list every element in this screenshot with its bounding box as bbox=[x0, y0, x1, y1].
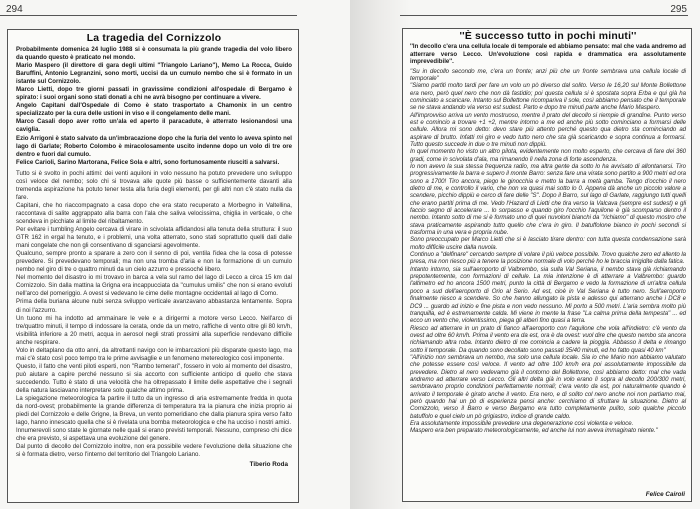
page-number: 295 bbox=[670, 4, 687, 15]
body-paragraph: ''Su in decollo secondo me, c'era un fronte; anzi più che un fronte sembrava una cellula locale di temporale'' bbox=[410, 67, 686, 82]
body-paragraph: Volo in deltaplano da otto anni, da altrettanti navigo con le imbarcazioni più disparate questo lago, ma mai c'è stato così poco tempo tra le prime avvisaglie e un fenomeno metereologico così imponente. bbox=[16, 346, 292, 362]
author-signature: Tiberio Roda bbox=[249, 461, 288, 469]
body-paragraph: Maspero era ben preparato meteorologicamente, ed anche lui non aveva immaginato niente.'' bbox=[410, 427, 658, 435]
body-paragraph: Riesco ad atterrare in un prato di fianco all'aeroporto con l'aquilone che vola all'indietro: c'è vento da ovest ad oltre 60 km/h. Prima il vento era da est, ora è da ovest: vuol dire che questo nembo sta ancora richiamando altra roba. Intanto dietro di me comincia a cadere la pioggia. Abbasso il delta e rimango sotto il temporale. Da quando sono decollato sono passati 35/40 minuti, ed ho fatto quasi 40 km'' bbox=[410, 324, 686, 354]
lead-paragraph: Angelo Capitani dall'Ospedale di Como è stato trasportato a Chamonix in un centro specializzato per la cura delle ustioni in viso e il congelamento delle mani. bbox=[16, 102, 292, 118]
lead-paragraph: Ezio Arrigoni è stato salvato da un'imbracazione dopo che la furia del vento lo aveva spinto nel lago di Garlate; Roberto Colombo è miracolosamente uscito indenne dopo un volo di tre ore dentro e fuori dal cumulo. bbox=[16, 134, 292, 158]
article-title: ''È successo tutto in pochi minuti'' bbox=[459, 31, 637, 42]
header-rule bbox=[0, 15, 297, 16]
lead-paragraph: Probabilmente domenica 24 luglio 1988 si è consumata la più grande tragedia del volo libero da quando questo è praticato nel mondo. bbox=[16, 46, 292, 62]
body-paragraph: Dal punto di decollo del Cornizzolo inoltre, non era possibile vedere l'evoluzione della situazione che si è formata dietro, verso l'interno del territorio del Triangolo Lariano. bbox=[16, 443, 292, 459]
body-paragraph: Tutto si è svolto in pochi attimi: dei venti aquiloni in volo nessuno ha potuto prevedere uno sviluppo così veloce del nembo; solo chi si trovava alle quote più basse o sufficientemente davanti alla tremenda aspirazione ha potuto tener testa alla furia degli elementi, per gli altri non c'è stato nulla da fare. bbox=[16, 169, 292, 201]
body-paragraph: Continuo a ''delfinare'' cercando sempre di volare il più veloce possibile. Trovo qualche zero ed allento la presa, ma non riesco più a tenere la posizione normale di volo perché ho le braccia irrigidite dalla fatica. bbox=[410, 251, 686, 266]
body-paragraph: ''Siamo partiti molto tardi per fare un volo un pò diverso dal solito. Verso le 16,20 sul Monte Bollettone era nero, però quel nero che non dà fastidio; poi questa cellula si è spostata sopra Erba e qui già ha cominciato a scaricare. Intanto sul Bollettone ricompariva il sole, così abbiamo pensato che il temporale se ne stava andando via verso est sudest. Parto e dopo tre minuti parte anche Mario Maspero. bbox=[410, 82, 686, 112]
lead-paragraph: ''In decollo c'era una cellula locale di temporale ed abbiamo pensato: mal che vada andremo ad atterrare verso Lecco. Un'evoluzione così rapida e drammatica era assolutamente imprevedibile''. bbox=[410, 43, 686, 65]
lead-paragraph: Mario Maspero (il direttore di gara degli ultimi ''Triangolo Lariano''), Memo La Rocca, Guido Baruffini, Antonio Legranzini, sono morti, uccisi da un cumulo nembo che si è formato in un istante sul Cornizzolo. bbox=[16, 62, 292, 86]
body-paragraph: Sono preoccupato per Marco Lietti che si è lasciato tirare dentro: con tutta questa condensazione sarà molto difficile uscire dalla nuvola. bbox=[410, 236, 686, 251]
body-paragraph: Prima della buriana alcune nubi senza sviluppo verticale avanzavano abbastanza lentamente. Sopra di noi l'azzurro. bbox=[16, 298, 292, 314]
article-lead bbox=[16, 46, 292, 167]
body-paragraph: Innumerevoli sono state le giornate nelle quali si erano previsti temporali. Nessuno, compreso chi dice che era previsto, si aspettava una evoluzione del genere. bbox=[16, 427, 292, 443]
body-paragraph: In quel momento ho visto un altro pilota, evidentemente non molto esperto, che cercava di fare dei 360 gradi, come in scivolata d'ala, ma rimanendo lì nella zona di forte ascendenza. bbox=[410, 148, 686, 163]
body-paragraph: Capitani, che ho riaccompagnato a casa dopo che era stato recuperato a Morbegno in Valtellina, raccontava di salite aggrappato alla barra con l'ala che saliva velocissima, chiglia in verticale, o che scendeva in picchiate al limite del ribaltamento. bbox=[16, 201, 292, 225]
body-paragraph: Era assolutamente impossibile prevedere una degenerazione così violenta e veloce. bbox=[410, 420, 634, 427]
lead-paragraph: Marco Lietti, dopo tre giorni passati in gravissime condizioni all'ospedale di Bergamo è spirato: i suoi organi sono stati donati a chi ne avrà bisogno per continuare a vivere. bbox=[16, 86, 292, 102]
article-box bbox=[402, 28, 692, 502]
lead-paragraph: Marco Casali dopo aver rotto un'ala ed aperto il paracadute, è atterrato lesionandosi una caviglia. bbox=[16, 118, 292, 134]
body-paragraph: Un tuono mi ha indotto ad ammainare le vele e a dirigermi a motore verso Lecco. Nell'arco di tre/quattro minuti, il tempo di indossare la cerata, onde da un metro, raffiche di vento oltre gli 80 km/h, visibilità inferiore a 20 metri, acqua in aerosol negli strati prossimi alla superficie rendevano difficile anche respirare. bbox=[16, 314, 292, 346]
article-box bbox=[7, 29, 299, 503]
body-paragraph: Intanto intorno, sia sull'aeroporto di Valbrembo, sia sulla Val Seriana, il nembo stava già richiamando prepotentemente, con formazioni di cellule. La mia intenzione è di atterrare a Valbrembo: guardo l'altimetro ed ho ancora 1500 metri, punto la città di Bergamo e vedo la formazione di un'altra cellula poco a sud dell'aeroporto di Orio al Serio. Ad est, cioè in Val Seriana è tutto nero. Sull'aeroporto finalmente riesco a scendere. So che hanno allungato la pista e adesso qui atterrano anche i DC8 e DC9 ... guardo ad inizio e fine pista e non vedo nessuno. Mi porto a 500 metri. L'aria sembra molto più tranquilla, ed è estremamente calda. Mi viene in mente la frase ''La calma prima della tempesta'' ... ed ecco un vento che, violentissimo, piega gli alberi fino quasi a terra. bbox=[410, 265, 686, 325]
lead-paragraph: Felice Carioli, Sarino Martorana, Felice Sola e altri, sono fortunosamente riusciti a salvarsi. bbox=[16, 158, 280, 166]
right-page bbox=[350, 0, 700, 509]
body-paragraph: Per evitare i tumbling Angelo cercava di virare in scivolata affidandosi alla tenuta della struttura: il suo GTR 162 in ergal ha tenuto, e i problemi, una volta atterrato, sono stati soprattutto quelli dati dalle mani congelate che non gli consentivano di sganciarsi agevolmente. bbox=[16, 226, 292, 250]
article-lead bbox=[410, 43, 686, 66]
body-paragraph: ''All'inizio non sembrava un nembo, ma solo una cellula locale. Sia io che Mario non abbiamo valutato che potesse essere così veloce. Il vento ad oltre 100 km/h era poi assolutamente impossibile da prevedere. Dietro al nero vedevamo già il contorno del Bollettone, così abbiamo detto: mal che vada andremo ad atterrare verso Lecco. Gli altri delta già in volo erano lì sopra al decollo 200/300 metri, sembravano proprio condizioni perfettamente normali; c'era vento da est, poi naturalmente quando è arrivato il temporale è girato anche il vento. Era nero, e di solito col nero anche noi non partiamo mai, però quando hai un pò di esperienza pensi anche: cerchiamo di sfruttare la situazione. Dietro al Cornizzolo, verso il Barro e verso Bergamo era tutto completamente pulito, solo qualche piccolo batuffolo e quel cielo un pò grigiastro, indice di grande caldo. bbox=[410, 353, 686, 420]
body-paragraph: Qualcuno, sempre pronto a sparare a zero con il senno di poi, ventila l'idea che la cosa di potesse prevedere. Si prevedevano temporali; ma non una tromba d'aria e non la formazione di un cumulo nembo nel giro di tre o quattro minuti da un cielo azzurro e pressoché libero. bbox=[16, 250, 292, 274]
body-paragraph: Io non avevo la sua stessa frequenza radio, ma altra gente da sotto lo ha avvisato di allontanarsi. Tiro progressivamente la barra e supero il monte Barro: senza fare una virata sono partito a 900 metri ed ora sono a 1700! Tiro ancora, piego le ginocchia e metto la barra a metà gamba. Tengo d'occhio il nero dietro di me, e controllo il vario, che non va quasi mai sotto lo 0. Appena dà anche un piccolo valore a scendere, picchio dippiù e cerco di fare delle ''S''. Dopo il Barro, sul lago di Garlate, raggiungo tutti quelli che erano partiti prima di me. Vedo l'Hazard di Lietti che tira verso la Valcava (sempre est sudest) e gli faccio segno di accelerare ... lo sorpasso e quando giro l'occhio l'aquilone è già scomparso dentro il nembo. Intanto sotto di me si è formato uno di quei nuvoloni bianchi da ''richiamo'' di questo mostro che stava praticamente aspirando tutto quello che c'era in giro. Il batuffolone bianco in pochi secondi si trasforma in una vera e propria nube. bbox=[410, 162, 686, 237]
body-paragraph: Nel momento del disastro io mi trovavo in barca a vela sul ramo del lago di Lecco a circa 15 km dal Cornizzolo. Sin dalla mattina la Grigna era incappucciata da ''cumulus umilis'' che non si erano evoluti nell'arco del pomeriggio. A ovest si vedevano le cime delle montagne occidentali al lago di Como. bbox=[16, 274, 292, 298]
author-signature: Felice Cairoli bbox=[645, 491, 685, 498]
body-paragraph: Questo, il fatto che venti piloti esperti, non ''Rambo temerari'', fossero in volo al momento del disastro, può aiutare a capire perché nessuno si sia accorto con sufficiente anticipo di quello che stava succedendo. Tutto è stato di una velocità che ha oltrepassato il limite delle aspettative che i segnali della natura lasciavano interpretare solo qualche attimo prima. bbox=[16, 362, 292, 394]
article-body bbox=[410, 68, 686, 435]
article-title: La tragedia del Cornizzolo bbox=[86, 33, 222, 44]
article-body bbox=[16, 170, 292, 460]
body-paragraph: All'improvviso arriva un vento mostruoso, mentre il prato del decollo si riempie di grandine. Punto verso est e comincio a trovare +1 +2, mentre intorno a me ed anche più sotto cominciano a formarsi delle cellule. Allora mi sono detto: devo stare più attento perché questo qua dietro sta cominciando ad aspirare di brutto. Infatti mi giro e vedo tutto nero che sta già scaricando e sopra continua a formarsi. Tutto questo succede in due o tre minuti non dippiù. bbox=[410, 111, 686, 148]
header-rule bbox=[400, 15, 688, 16]
page-number: 294 bbox=[6, 4, 23, 15]
body-paragraph: La spiegazione meteorologica fa partire il tutto da un ingresso di aria estremamente fredda in quota da nord-ovest; probabilmente la grande differenza di temperatura tra la pianura che inizia proprio ai piedi del Cornizzolo e delle Grigne, la Breva, un vento pomeridiano che dalla pianura spira verso l'alto lago, hanno innescato quella che si è rivelata una bomba meteorologica e che ha ucciso i nostri amici. bbox=[16, 395, 292, 427]
